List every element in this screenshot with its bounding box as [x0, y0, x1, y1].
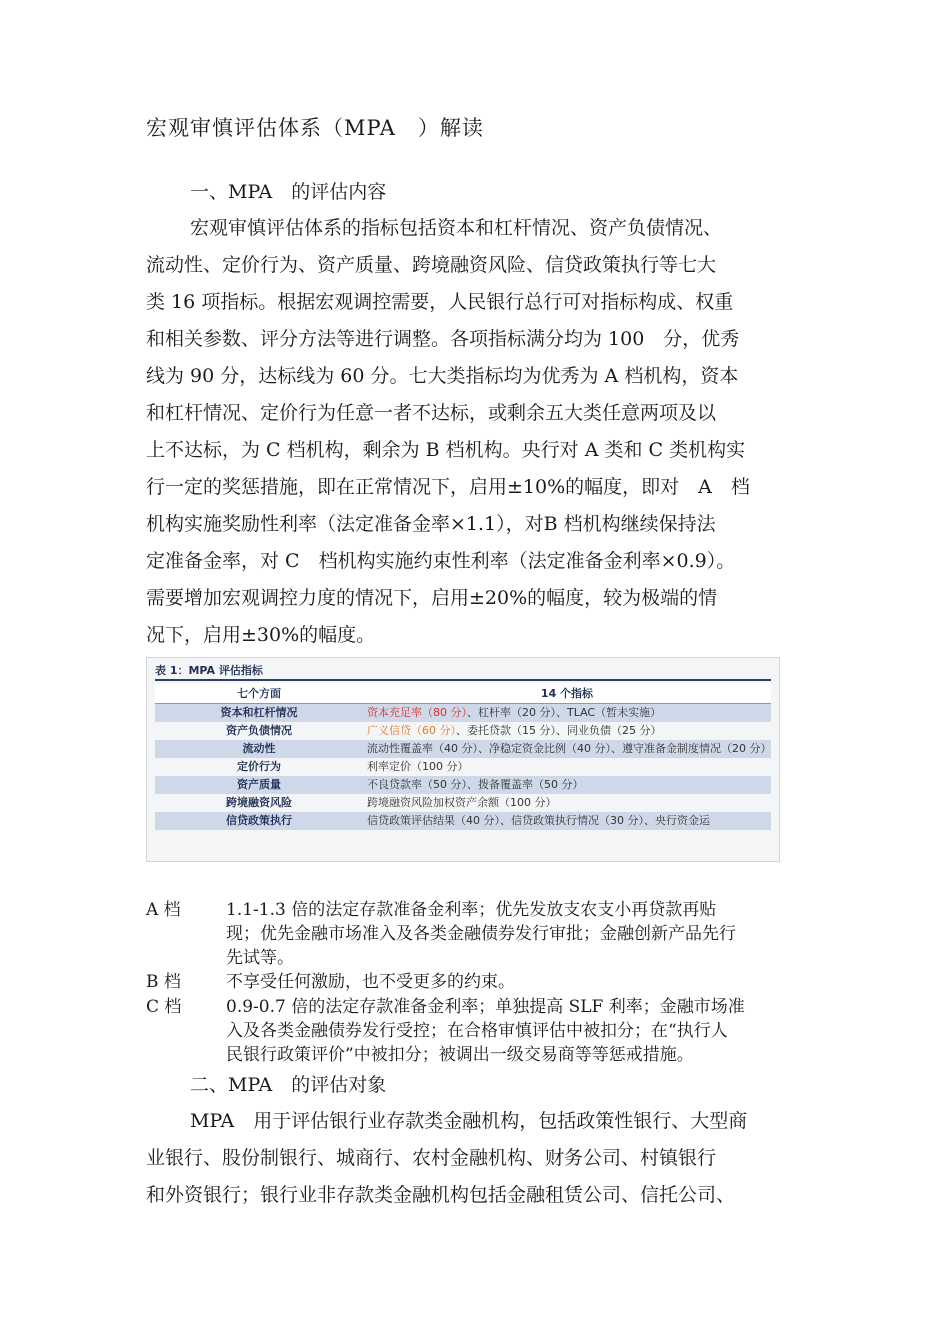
indicator-text: 、委托贷款（15 分）、同业负债（25 分）: [456, 724, 662, 737]
row-category: 资本和杠杆情况: [155, 704, 363, 723]
grade-description: [226, 995, 826, 1067]
grade-c: [146, 995, 836, 1067]
grade-description: [226, 970, 826, 994]
grade-description: [226, 898, 826, 970]
row-category: 资产负债情况: [155, 722, 363, 740]
body-line: 行一定的奖惩措施，即在正常情况下，启用±10%的幅度，即对 A 档: [146, 476, 750, 498]
body-line: 上不达标，为 C 档机构，剩余为 B 档机构。央行对 A 类和 C 类机构实: [146, 439, 746, 461]
table-header-row: [155, 683, 771, 704]
grade-line: 入及各类金融债券发行受控；在合格审慎评估中被扣分；在“执行人: [226, 1021, 728, 1041]
indicator-text: 信贷政策评估结果（40 分）、信贷政策执行情况（30 分）、央行资金运: [367, 814, 710, 827]
table-row: [155, 704, 771, 723]
grade-b: [146, 970, 836, 994]
grade-label: C 档: [146, 997, 182, 1017]
body-line: 机构实施奖励性利率（法定准备金率×1.1），对B 档机构继续保持法: [146, 513, 716, 535]
indicator-text: 资本充足率（80 分）: [367, 706, 467, 719]
table-row: [155, 722, 771, 740]
body-line: MPA 用于评估银行业存款类金融机构，包括政策性银行、大型商: [190, 1110, 748, 1132]
indicator-text: 广义信贷（60 分）: [367, 724, 456, 737]
row-indicators: [363, 776, 771, 794]
row-indicators: [363, 758, 771, 776]
row-category: 资产质量: [155, 776, 363, 794]
row-category: 流动性: [155, 740, 363, 758]
row-category: 信贷政策执行: [155, 812, 363, 830]
body-line: 类 16 项指标。根据宏观调控需要，人民银行总行可对指标构成、权重: [146, 291, 734, 313]
body-line: 线为 90 分，达标线为 60 分。七大类指标均为优秀为 A 档机构，资本: [146, 365, 739, 387]
table-caption: 表 1：MPA 评估指标: [155, 664, 263, 677]
section-1-heading: 一、MPA 的评估内容: [190, 181, 387, 203]
table-top-rule: [155, 679, 771, 681]
body-line: 和外资银行；银行业非存款类金融机构包括金融租赁公司、信托公司、: [146, 1184, 736, 1206]
indicator-text: 流动性覆盖率（40 分）、净稳定资金比例（40 分）、遵守准备金制度情况（20 分）: [367, 742, 772, 755]
section-2-body: [146, 1103, 826, 1214]
header-aspects: 七个方面: [155, 683, 363, 704]
row-indicators: [363, 794, 771, 812]
row-indicators: [363, 722, 771, 740]
grade-label: B 档: [146, 972, 181, 992]
body-line: 需要增加宏观调控力度的情况下，启用±20%的幅度，较为极端的情: [146, 587, 718, 609]
body-line: 宏观审慎评估体系的指标包括资本和杠杆情况、资产负债情况、: [190, 217, 723, 239]
body-line: 定准备金率，对 C 档机构实施约束性利率（法定准备金利率×0.9）。: [146, 550, 736, 572]
table-body: [155, 704, 771, 831]
grade-line: 1.1-1.3 倍的法定存款准备金利率；优先发放支农支小再贷款再贴: [226, 900, 717, 920]
mpa-indicator-table-figure: [146, 657, 780, 862]
grade-line: 先试等。: [226, 948, 294, 968]
grade-line: 0.9-0.7 倍的法定存款准备金利率；单独提高 SLF 利率；金融市场准: [226, 997, 745, 1017]
body-line: 况下，启用±30%的幅度。: [146, 624, 376, 646]
indicator-text: 、杠杆率（20 分）、TLAC（暂未实施）: [467, 706, 662, 719]
indicator-text: 跨境融资风险加权资产余额（100 分）: [367, 796, 557, 809]
body-line: 流动性、定价行为、资产质量、跨境融资风险、信贷政策执行等七大: [146, 254, 717, 276]
indicator-text: 利率定价（100 分）: [367, 760, 469, 773]
document-title: 宏观审慎评估体系（MPA ）解读: [146, 116, 484, 140]
grade-label: A 档: [146, 900, 181, 920]
section-2-heading: 二、MPA 的评估对象: [190, 1074, 387, 1096]
table-row: [155, 776, 771, 794]
section-1-body: [146, 210, 826, 654]
table-row: [155, 812, 771, 830]
row-indicators: [363, 812, 771, 830]
grade-line: 现；优先金融市场准入及各类金融债券发行审批；金融创新产品先行: [226, 924, 736, 944]
row-indicators: [363, 704, 771, 723]
mpa-indicator-table: [155, 683, 771, 830]
header-indicators: 14 个指标: [363, 683, 771, 704]
body-line: 业银行、股份制银行、城商行、农村金融机构、财务公司、村镇银行: [146, 1147, 717, 1169]
row-category: 跨境融资风险: [155, 794, 363, 812]
table-row: [155, 794, 771, 812]
indicator-text: 不良贷款率（50 分）、拨备覆盖率（50 分）: [367, 778, 584, 791]
grade-line: 民银行政策评价”中被扣分；被调出一级交易商等等惩戒措施。: [226, 1045, 694, 1065]
body-line: 和杠杆情况、定价行为任意一者不达标，或剩余五大类任意两项及以: [146, 402, 717, 424]
body-line: 和相关参数、评分方法等进行调整。各项指标满分均为 100 分，优秀: [146, 328, 740, 350]
table-row: [155, 740, 771, 758]
table-row: [155, 758, 771, 776]
row-category: 定价行为: [155, 758, 363, 776]
grade-a: [146, 898, 836, 970]
row-indicators: [363, 740, 771, 758]
grade-line: 不享受任何激励，也不受更多的约束。: [226, 972, 515, 992]
